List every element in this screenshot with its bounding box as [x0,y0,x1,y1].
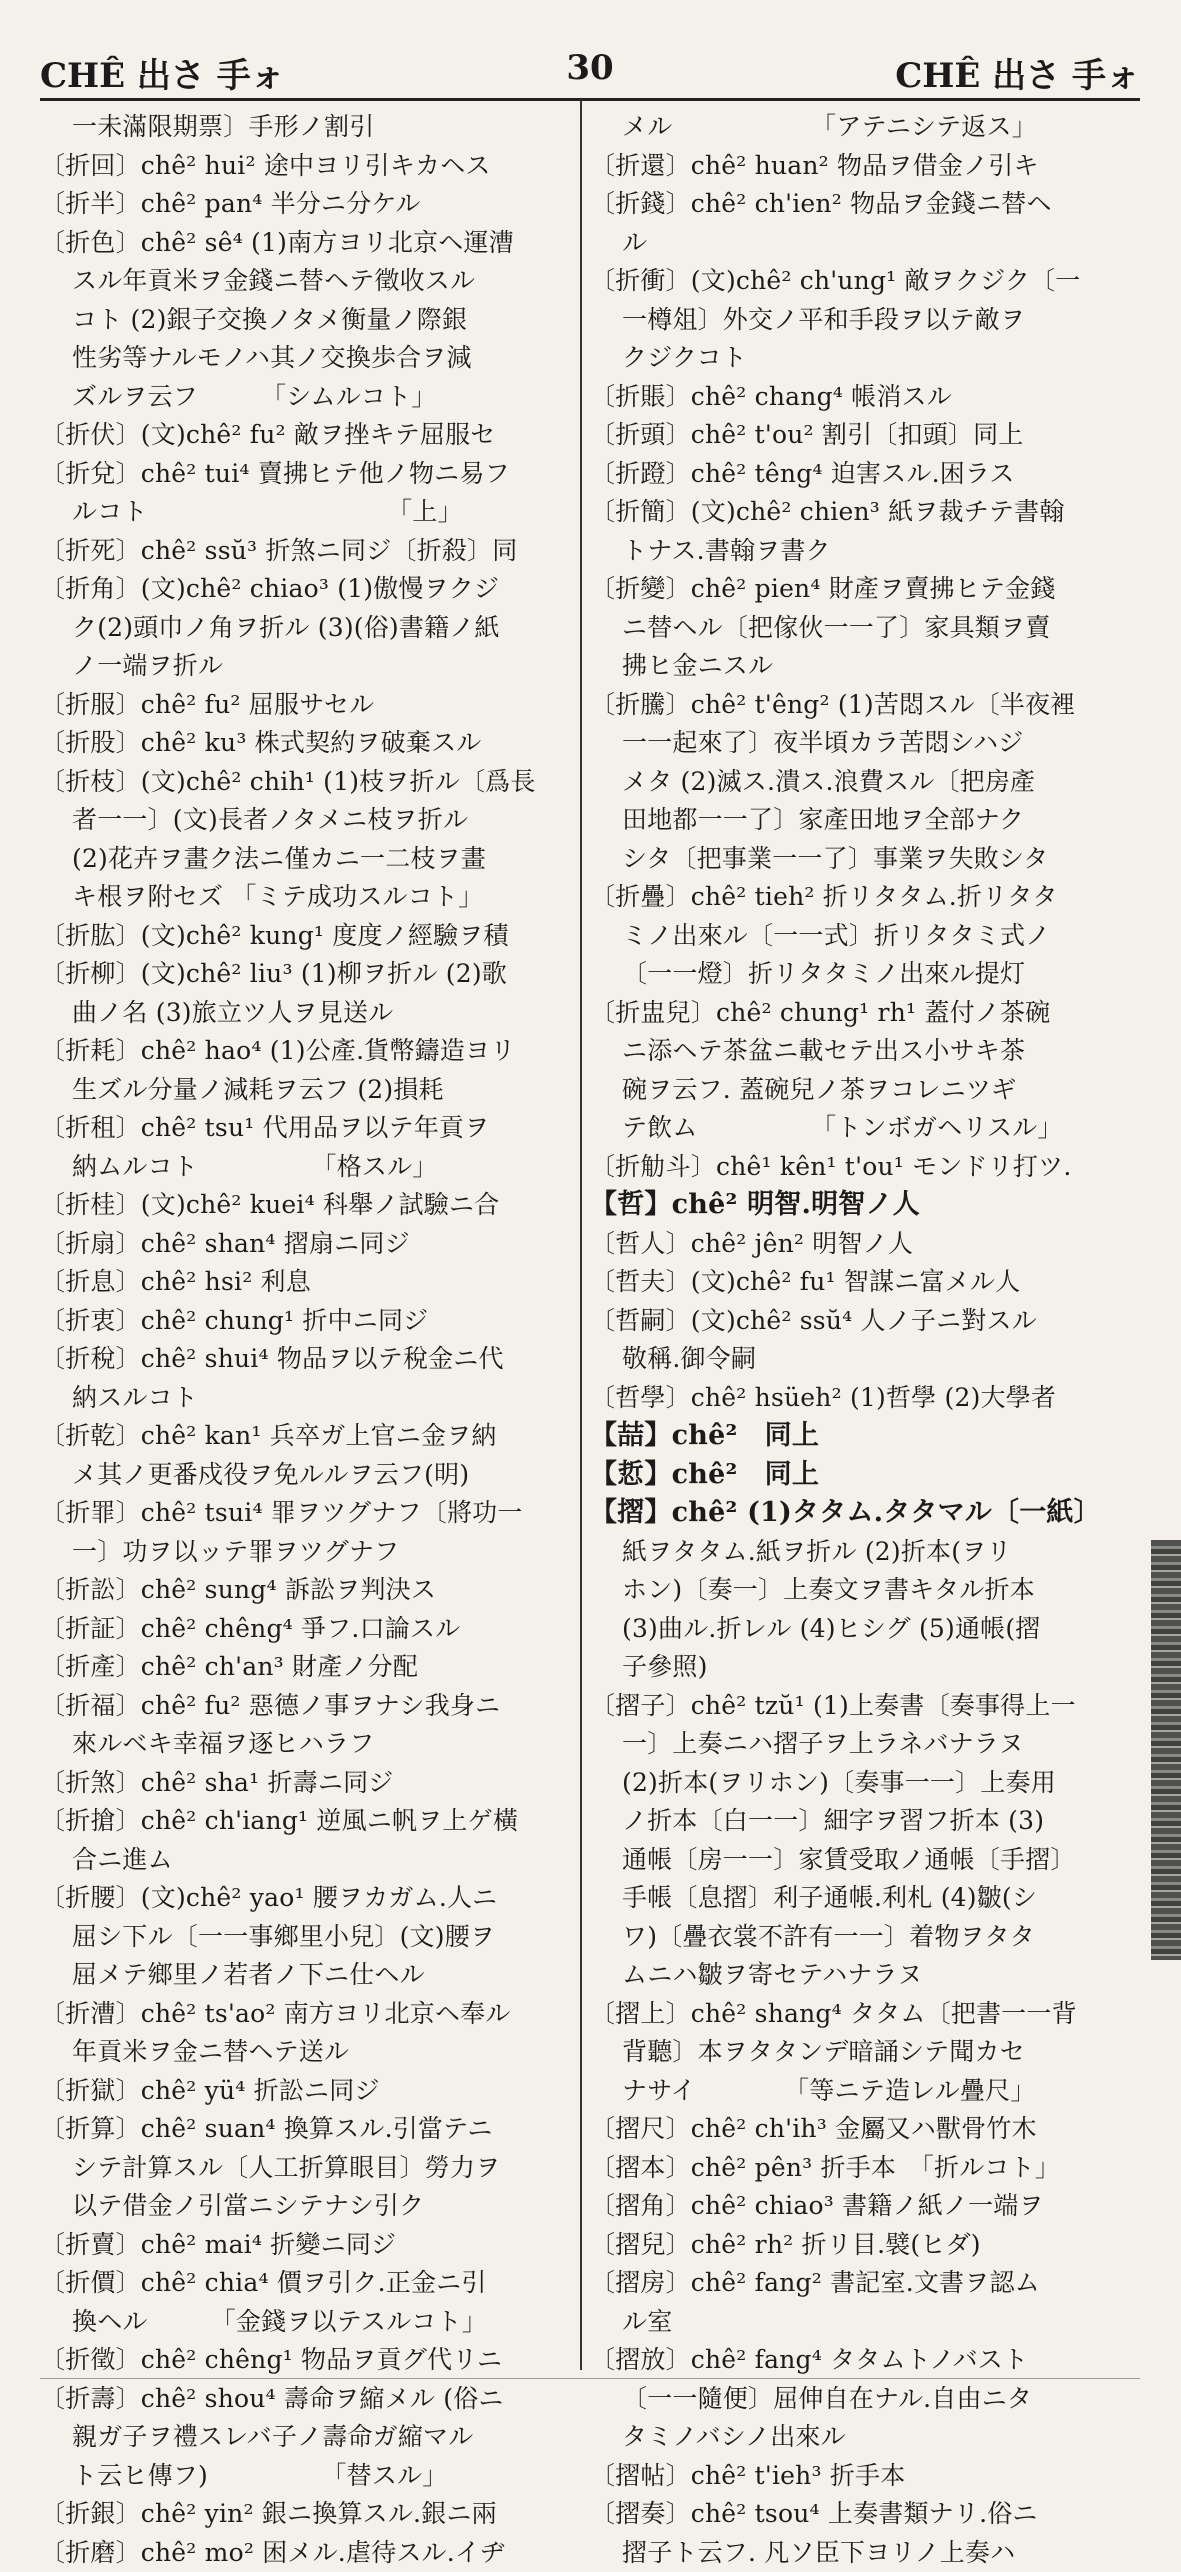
dictionary-line: 〔折算〕chê² suan⁴ 換算スル.引當テニ [40,2110,575,2149]
dictionary-line: 一〕上奏ニハ摺子ヲ上ラネバナラヌ [590,1725,1145,1764]
dictionary-line: 〔折伏〕(文)chê² fu² 敵ヲ挫キテ屈服セ [40,416,575,455]
dictionary-line: 碗ヲ云フ. 蓋碗兒ノ茶ヲコレニツギ [590,1071,1145,1110]
dictionary-line: 〔一一燈〕折リタタミノ出來ル提灯 [590,955,1145,994]
dictionary-line: 〔折息〕chê² hsi² 利息 [40,1263,575,1302]
dictionary-line: 〔折簡〕(文)chê² chien³ 紙ヲ裁チテ書翰 [590,493,1145,532]
dictionary-line: ク(2)頭巾ノ角ヲ折ル (3)(俗)書籍ノ紙 [40,609,575,648]
dictionary-line: 一〕功ヲ以ッテ罪ヲツグナフ [40,1533,575,1572]
dictionary-line: 拂ヒ金ニスル [590,647,1145,686]
dictionary-line: 手帳〔息摺〕利子通帳.利札 (4)皺(シ [590,1879,1145,1918]
dictionary-line: 〔折死〕chê² ssŭ³ 折煞ニ同ジ〔折殺〕同 [40,532,575,571]
dictionary-line: 合ニ進ム [40,1841,575,1880]
dictionary-line: スル年貢米ヲ金錢ニ替ヘテ徵收スル [40,262,575,301]
dictionary-line: (2)花卉ヲ畫ク法ニ僅カニ一二枝ヲ畫 [40,840,575,879]
dictionary-line: 〔折耗〕chê² hao⁴ (1)公產.貨幣鑄造ヨリ [40,1032,575,1071]
dictionary-line: 紙ヲタタム.紙ヲ折ル (2)折本(ヲリ [590,1533,1145,1572]
dictionary-line: 屈シ下ル〔一一事鄉里小兒〕(文)腰ヲ [40,1918,575,1957]
dictionary-line: ル室 [590,2303,1145,2342]
dictionary-line: 【喆】chê² 同上 [590,1417,1145,1456]
dictionary-line: 〔折壽〕chê² shou⁴ 壽命ヲ縮メル (俗ニ [40,2380,575,2419]
dictionary-line: 通帳〔房一一〕家賃受取ノ通帳〔手摺〕 [590,1841,1145,1880]
dictionary-line: ル [590,224,1145,263]
dictionary-line: ワ)〔疊衣裳不許有一一〕着物ヲタタ [590,1918,1145,1957]
dictionary-line: タミノバシノ出來ル [590,2418,1145,2457]
dictionary-line: 背聽〕本ヲタタンデ暗誦シテ聞カセ [590,2033,1145,2072]
dictionary-line: ト云ヒ傳フ) 「替スル」 [40,2457,575,2496]
dictionary-line: 來ルベキ幸福ヲ逐ヒハラフ [40,1725,575,1764]
dictionary-line: 曲ノ名 (3)旅立ツ人ヲ見送ル [40,994,575,1033]
dictionary-line: 〔折枝〕(文)chê² chih¹ (1)枝ヲ折ル〔爲長 [40,763,575,802]
dictionary-line: 一一起來了〕夜半頃カラ苦悶シハジ [590,724,1145,763]
dictionary-line: 田地都一一了〕家產田地ヲ全部ナク [590,801,1145,840]
dictionary-line: 性劣等ナルモノハ其ノ交換歩合ヲ減 [40,339,575,378]
dictionary-line: 〔折肱〕(文)chê² kung¹ 度度ノ經驗ヲ積 [40,917,575,956]
dictionary-line: 〔折稅〕chê² shui⁴ 物品ヲ以テ稅金ニ代 [40,1340,575,1379]
dictionary-line: 〔折煞〕chê² sha¹ 折壽ニ同ジ [40,1764,575,1803]
dictionary-line: 〔折漕〕chê² ts'ao² 南方ヨリ北京ヘ奉ル [40,1995,575,2034]
dictionary-line: 〔折罪〕chê² tsui⁴ 罪ヲツグナフ〔將功一 [40,1494,575,1533]
dictionary-line: 〔折桂〕(文)chê² kuei⁴ 科舉ノ試驗ニ合 [40,1186,575,1225]
dictionary-line: 〔折乾〕chê² kan¹ 兵卒ガ上官ニ金ヲ納 [40,1417,575,1456]
dictionary-line: 【摺】chê² (1)タタム.タタマル〔一紙〕 [590,1494,1145,1533]
dictionary-line: 〔折訟〕chê² sung⁴ 訴訟ヲ判決ス [40,1571,575,1610]
dictionary-line: 〔折變〕chê² pien⁴ 財產ヲ賣拂ヒテ金錢 [590,570,1145,609]
dictionary-line: 〔折租〕chê² tsu¹ 代用品ヲ以テ年貢ヲ [40,1109,575,1148]
dictionary-line: ミノ出來ル〔一一式〕折リタタミ式ノ [590,917,1145,956]
dictionary-line: 〔摺子〕chê² tzŭ¹ (1)上奏書〔奏事得上一 [590,1687,1145,1726]
bottom-rule [40,2378,1140,2379]
dictionary-line: 【悊】chê² 同上 [590,1456,1145,1495]
column-divider [580,100,582,2370]
header-right-guide: CHÊ 出さ 手ォ [895,48,1140,97]
dictionary-line: メタ (2)滅ス.潰ス.浪費スル〔把房產 [590,763,1145,802]
dictionary-line: 〔折價〕chê² chia⁴ 價ヲ引ク.正金ニ引 [40,2264,575,2303]
dictionary-line: 【哲】chê² 明智.明智ノ人 [590,1186,1145,1225]
dictionary-line: 敬稱.御令嗣 [590,1340,1145,1379]
edge-damage-mark [1151,1540,1181,1960]
dictionary-line: 生ズル分量ノ減耗ヲ云フ (2)損耗 [40,1071,575,1110]
dictionary-line: トナス.書翰ヲ書ク [590,532,1145,571]
dictionary-line: ノ折本〔白一一〕細字ヲ習フ折本 (3) [590,1802,1145,1841]
dictionary-line: シタ〔把事業一一了〕事業ヲ失敗シタ [590,840,1145,879]
dictionary-line: 〔折獄〕chê² yü⁴ 折訟ニ同ジ [40,2072,575,2111]
dictionary-line: メ其ノ更番戍役ヲ免ルルヲ云フ(明) [40,1456,575,1495]
dictionary-line: ルコト 「上」 [40,493,575,532]
dictionary-line: 〔摺放〕chê² fang⁴ タタムトノバスト [590,2341,1145,2380]
dictionary-line: 〔折產〕chê² ch'an³ 財產ノ分配 [40,1648,575,1687]
dictionary-line: (2)折本(ヲリホン)〔奏事一一〕上奏用 [590,1764,1145,1803]
dictionary-line: 年貢米ヲ金ニ替ヘテ送ル [40,2033,575,2072]
dictionary-line: 〔折腰〕(文)chê² yao¹ 腰ヲカガム.人ニ [40,1879,575,1918]
dictionary-line: ホン)〔奏一〕上奏文ヲ書キタル折本 [590,1571,1145,1610]
dictionary-line: (3)曲ル.折レル (4)ヒシグ (5)通帳(摺 [590,1610,1145,1649]
dictionary-line: 〔一一隨便〕屈伸自在ナル.自由ニタ [590,2380,1145,2419]
dictionary-line: 換ヘル 「金錢ヲ以テスルコト」 [40,2303,575,2342]
dictionary-line: 〔哲夫〕(文)chê² fu¹ 智謀ニ富メル人 [590,1263,1145,1302]
dictionary-line: 摺子ト云フ. 凡ソ臣下ヨリノ上奏ハ [590,2534,1145,2572]
dictionary-line: 〔折觔斗〕chê¹ kên¹ t'ou¹ モンドリ打ツ. [590,1148,1145,1187]
dictionary-line: クジクコト [590,339,1145,378]
dictionary-line: 子參照) [590,1648,1145,1687]
dictionary-line: キ根ヲ附セズ 「ミテ成功スルコト」 [40,878,575,917]
dictionary-line: 親ガ子ヲ禮スレバ子ノ壽命ガ縮マル [40,2418,575,2457]
page-number: 30 [40,48,1140,88]
header-rule [40,98,1140,101]
dictionary-line: 〔折服〕chê² fu² 屈服サセル [40,686,575,725]
dictionary-line: 〔折回〕chê² hui² 途中ヨリ引キカヘス [40,147,575,186]
dictionary-line: 〔折衝〕(文)chê² ch'ung¹ 敵ヲクジク〔一 [590,262,1145,301]
dictionary-line: 〔折磨〕chê² mo² 困メル.虐待スル.イヂ [40,2534,575,2572]
dictionary-line: 一樽俎〕外交ノ平和手段ヲ以テ敵ヲ [590,301,1145,340]
dictionary-line: 者一一〕(文)長者ノタメニ枝ヲ折ル [40,801,575,840]
dictionary-line: 納スルコト [40,1379,575,1418]
dictionary-line: 〔折錢〕chê² ch'ien² 物品ヲ金錢ニ替ヘ [590,185,1145,224]
dictionary-line: ニ替ヘル〔把傢伙一一了〕家具類ヲ賣 [590,609,1145,648]
dictionary-line: 〔折盅兒〕chê² chung¹ rh¹ 蓋付ノ茶碗 [590,994,1145,1033]
left-column [40,108,575,2368]
dictionary-line: 〔折衷〕chê² chung¹ 折中ニ同ジ [40,1302,575,1341]
dictionary-line: 〔折柳〕(文)chê² liu³ (1)柳ヲ折ル (2)歌 [40,955,575,994]
dictionary-line: 〔折徵〕chê² chêng¹ 物品ヲ貢グ代リニ [40,2341,575,2380]
dictionary-line: 〔哲學〕chê² hsüeh² (1)哲學 (2)大學者 [590,1379,1145,1418]
dictionary-line: 〔折股〕chê² ku³ 株式契約ヲ破棄スル [40,724,575,763]
dictionary-line: 〔折疊〕chê² tieh² 折リタタム.折リタタ [590,878,1145,917]
dictionary-line: 納ムルコト 「格スル」 [40,1148,575,1187]
dictionary-line: 〔折騰〕chê² t'êng² (1)苦悶スル〔半夜裡 [590,686,1145,725]
dictionary-line: 〔摺尺〕chê² ch'ih³ 金屬又ハ獸骨竹木 [590,2110,1145,2149]
dictionary-line: 〔折搶〕chê² ch'iang¹ 逆風ニ帆ヲ上ゲ橫 [40,1802,575,1841]
dictionary-line: 〔摺上〕chê² shang⁴ タタム〔把書一一背 [590,1995,1145,2034]
dictionary-line: 〔哲人〕chê² jên² 明智ノ人 [590,1225,1145,1264]
dictionary-line: 以テ借金ノ引當ニシテナシ引ク [40,2187,575,2226]
dictionary-line: ノ一端ヲ折ル [40,647,575,686]
dictionary-line: 〔折半〕chê² pan⁴ 半分ニ分ケル [40,185,575,224]
dictionary-line: テ飲ム 「トンボガヘリスル」 [590,1109,1145,1148]
dictionary-line: 〔摺帖〕chê² t'ieh³ 折手本 [590,2457,1145,2496]
dictionary-line: 〔折還〕chê² huan² 物品ヲ借金ノ引キ [590,147,1145,186]
dictionary-line: 〔摺角〕chê² chiao³ 書籍ノ紙ノ一端ヲ [590,2187,1145,2226]
dictionary-line: ズルヲ云フ 「シムルコト」 [40,378,575,417]
dictionary-line: メル 「アテニシテ返ス」 [590,108,1145,147]
dictionary-line: 〔折銀〕chê² yin² 銀ニ換算スル.銀ニ兩 [40,2495,575,2534]
dictionary-line: 〔摺房〕chê² fang² 書記室.文書ヲ認ム [590,2264,1145,2303]
dictionary-line: 〔折賣〕chê² mai⁴ 折變ニ同ジ [40,2226,575,2265]
dictionary-line: 〔折兌〕chê² tui⁴ 賣拂ヒテ他ノ物ニ易フ [40,455,575,494]
dictionary-line: 〔折扇〕chê² shan⁴ 摺扇ニ同ジ [40,1225,575,1264]
page-header [40,48,1140,104]
dictionary-line: 一未滿限期票〕手形ノ割引 [40,108,575,147]
dictionary-line: 屈メテ鄉里ノ若者ノ下ニ仕ヘル [40,1956,575,1995]
header-left-guide: CHÊ 出さ 手ォ [40,48,285,97]
dictionary-line: シテ計算スル〔人工折算眼目〕勞力ヲ [40,2149,575,2188]
dictionary-line: 〔折福〕chê² fu² 惡德ノ事ヲナシ我身ニ [40,1687,575,1726]
right-column [590,108,1145,2368]
dictionary-line: 〔折賬〕chê² chang⁴ 帳消スル [590,378,1145,417]
dictionary-line: 〔折証〕chê² chêng⁴ 爭フ.口論スル [40,1610,575,1649]
dictionary-line: コト (2)銀子交換ノタメ衡量ノ際銀 [40,301,575,340]
dictionary-line: 〔摺本〕chê² pên³ 折手本 「折ルコト」 [590,2149,1145,2188]
dictionary-line: ムニハ皺ヲ寄セテハナラヌ [590,1956,1145,1995]
dictionary-line: 〔摺兒〕chê² rh² 折リ目.襞(ヒダ) [590,2226,1145,2265]
dictionary-line: 〔折頭〕chê² t'ou² 割引〔扣頭〕同上 [590,416,1145,455]
dictionary-line: 〔折蹬〕chê² têng⁴ 迫害スル.困ラス [590,455,1145,494]
dictionary-line: 〔折色〕chê² sê⁴ (1)南方ヨリ北京ヘ運漕 [40,224,575,263]
dictionary-line: 〔摺奏〕chê² tsou⁴ 上奏書類ナリ.俗ニ [590,2495,1145,2534]
dictionary-line: ニ添ヘテ茶盆ニ載セテ出ス小サキ茶 [590,1032,1145,1071]
dictionary-line: 〔哲嗣〕(文)chê² ssŭ⁴ 人ノ子ニ對スル [590,1302,1145,1341]
dictionary-line: ナサイ 「等ニテ造レル疊尺」 [590,2072,1145,2111]
dictionary-line: 〔折角〕(文)chê² chiao³ (1)傲慢ヲクジ [40,570,575,609]
